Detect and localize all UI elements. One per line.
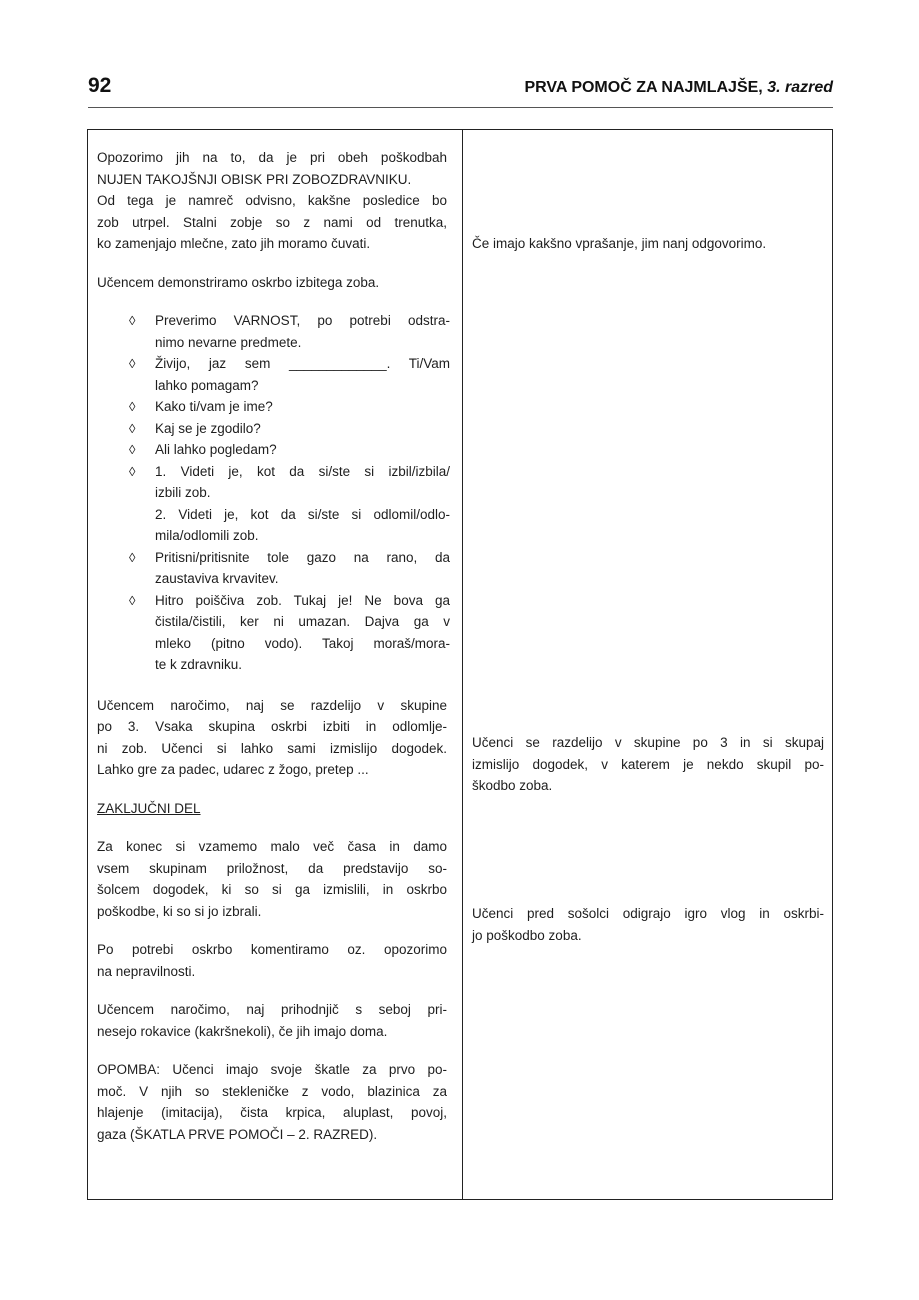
running-head	[524, 79, 833, 97]
diamond-bullet-icon: ◊	[129, 463, 136, 479]
diamond-bullet-icon: ◊	[129, 399, 136, 414]
text-line: Kaj se je zgodilo?	[155, 420, 261, 436]
header-rule	[88, 107, 833, 108]
activity-groups	[472, 732, 824, 797]
list-item	[129, 310, 450, 353]
text-line: Učenci se razdelijo v skupine po 3 in si skupaj	[472, 735, 824, 750]
paragraph-gloves	[97, 999, 447, 1042]
paragraph-presentation	[97, 836, 447, 922]
text-line: Za konec si vzamemo malo več časa in damo	[97, 839, 447, 854]
text-line: poškodbe, ki so si jo izbrali.	[97, 903, 262, 919]
diamond-bullet-icon: ◊	[129, 442, 136, 457]
text-line: NUJEN TAKOJŠNJI OBISK PRI ZOBOZDRAVNIKU.	[97, 171, 412, 187]
paragraph-comment	[97, 939, 447, 982]
text-line: jo poškodbo zoba.	[472, 927, 582, 943]
text-line: zaustaviva krvavitev.	[155, 571, 279, 586]
list-item	[129, 547, 450, 590]
list-item	[129, 590, 450, 676]
text-line: mleko (pitno vodo). Takoj moraš/mora-	[155, 635, 450, 651]
text-line: moč. V njih so stekleničke z vodo, blazinica za	[97, 1083, 447, 1099]
text-line: Ali lahko pogledam?	[155, 442, 277, 457]
list-item	[129, 439, 450, 461]
text-line: Kako ti/vam je ime?	[155, 399, 273, 414]
text-line: Živijo, jaz sem _____________. Ti/Vam	[155, 356, 450, 371]
diamond-bullet-icon: ◊	[129, 549, 136, 565]
running-head-title: PRVA POMOČ ZA NAJMLAJŠE,	[524, 79, 763, 96]
diamond-bullet-icon: ◊	[129, 313, 136, 328]
text-line: Opozorimo jih na to, da je pri obeh poškodbah	[97, 150, 447, 165]
text-line: Od tega je namreč odvisno, kakšne posledice bo	[97, 193, 447, 208]
list-item	[129, 396, 450, 418]
text-line: gaza (ŠKATLA PRVE POMOČI – 2. RAZRED).	[97, 1126, 378, 1142]
paragraph-visit-dentist	[97, 147, 447, 255]
activity-role-play	[472, 903, 824, 946]
text-line: ni zob. Učenci si lahko sami izmislijo dogodek.	[97, 740, 447, 756]
text-line: hlajenje (imitacija), čista krpica, aluplast, povoj,	[97, 1105, 447, 1120]
running-head-grade: 3. razred	[767, 79, 833, 96]
list-item	[129, 418, 450, 440]
left-column	[97, 147, 450, 1162]
activity-questions	[472, 233, 824, 255]
text-line: Učencem naročimo, naj se razdelijo v skupine	[97, 697, 447, 713]
list-subitem	[129, 504, 450, 547]
text-line: lahko pomagam?	[155, 377, 259, 393]
text-line: Učencem naročimo, naj prihodnjič s seboj pri-	[97, 1002, 447, 1017]
list-item	[129, 461, 450, 504]
text-line: Po potrebi oskrbo komentiramo oz. opozorimo	[97, 942, 447, 957]
text-line: Učenci pred sošolci odigrajo igro vlog in oskrbi-	[472, 906, 824, 921]
text-line: ko zamenjajo mlečne, zato jih moramo čuvati.	[97, 236, 371, 251]
text-line: izbili zob.	[155, 485, 211, 500]
section-title: ZAKLJUČNI DEL	[97, 800, 201, 816]
text-line: mila/odlomili zob.	[155, 528, 259, 543]
page-number: 92	[88, 74, 112, 97]
diamond-bullet-icon: ◊	[129, 592, 136, 608]
steps-list	[129, 310, 450, 676]
text-line: Če imajo kakšno vprašanje, jim nanj odgovorimo.	[472, 236, 767, 251]
paragraph-demonstration	[97, 272, 447, 294]
text-line: nesejo rokavice (kakršnekoli), če jih imajo doma.	[97, 1023, 388, 1039]
text-line: Lahko gre za padec, udarec z žogo, pretep ...	[97, 762, 369, 777]
list-item	[129, 353, 450, 396]
text-line: Hitro poiščiva zob. Tukaj je! Ne bova ga	[155, 592, 450, 608]
diamond-bullet-icon: ◊	[129, 420, 136, 436]
text-line: 1. Videti je, kot da si/ste si izbil/izbila/	[155, 463, 450, 479]
text-line: 2. Videti je, kot da si/ste si odlomil/odlo-	[155, 506, 450, 522]
column-divider	[462, 130, 463, 1199]
text-line: čistila/čistili, ker ni umazan. Dajva ga v	[155, 614, 450, 629]
text-line: Pritisni/pritisnite tole gazo na rano, da	[155, 549, 450, 565]
text-line: vsem skupinam priložnost, da predstavijo so-	[97, 860, 447, 876]
text-line: Učencem demonstriramo oskrbo izbitega zoba.	[97, 274, 380, 290]
text-line: šolcem dogodek, ki so si ga izmislili, in oskrbo	[97, 882, 447, 897]
lesson-table	[87, 129, 833, 1200]
text-line: na nepravilnosti.	[97, 963, 196, 979]
text-line: nimo nevarne predmete.	[155, 334, 302, 350]
text-line: škodbo zoba.	[472, 778, 553, 793]
text-line: zob utrpel. Stalni zobje so z nami od trenutka,	[97, 214, 447, 230]
text-line: te k zdravniku.	[155, 657, 243, 672]
paragraph-groups	[97, 695, 447, 781]
text-line: po 3. Vsaka skupina oskrbi izbiti in odlomlje-	[97, 719, 447, 734]
text-line: OPOMBA: Učenci imajo svoje škatle za prvo po-	[97, 1062, 447, 1077]
paragraph-note	[97, 1059, 447, 1145]
text-line: izmislijo dogodek, v katerem je nekdo skupil po-	[472, 756, 824, 772]
text-line: Preverimo VARNOST, po potrebi odstra-	[155, 313, 450, 328]
diamond-bullet-icon: ◊	[129, 356, 136, 371]
